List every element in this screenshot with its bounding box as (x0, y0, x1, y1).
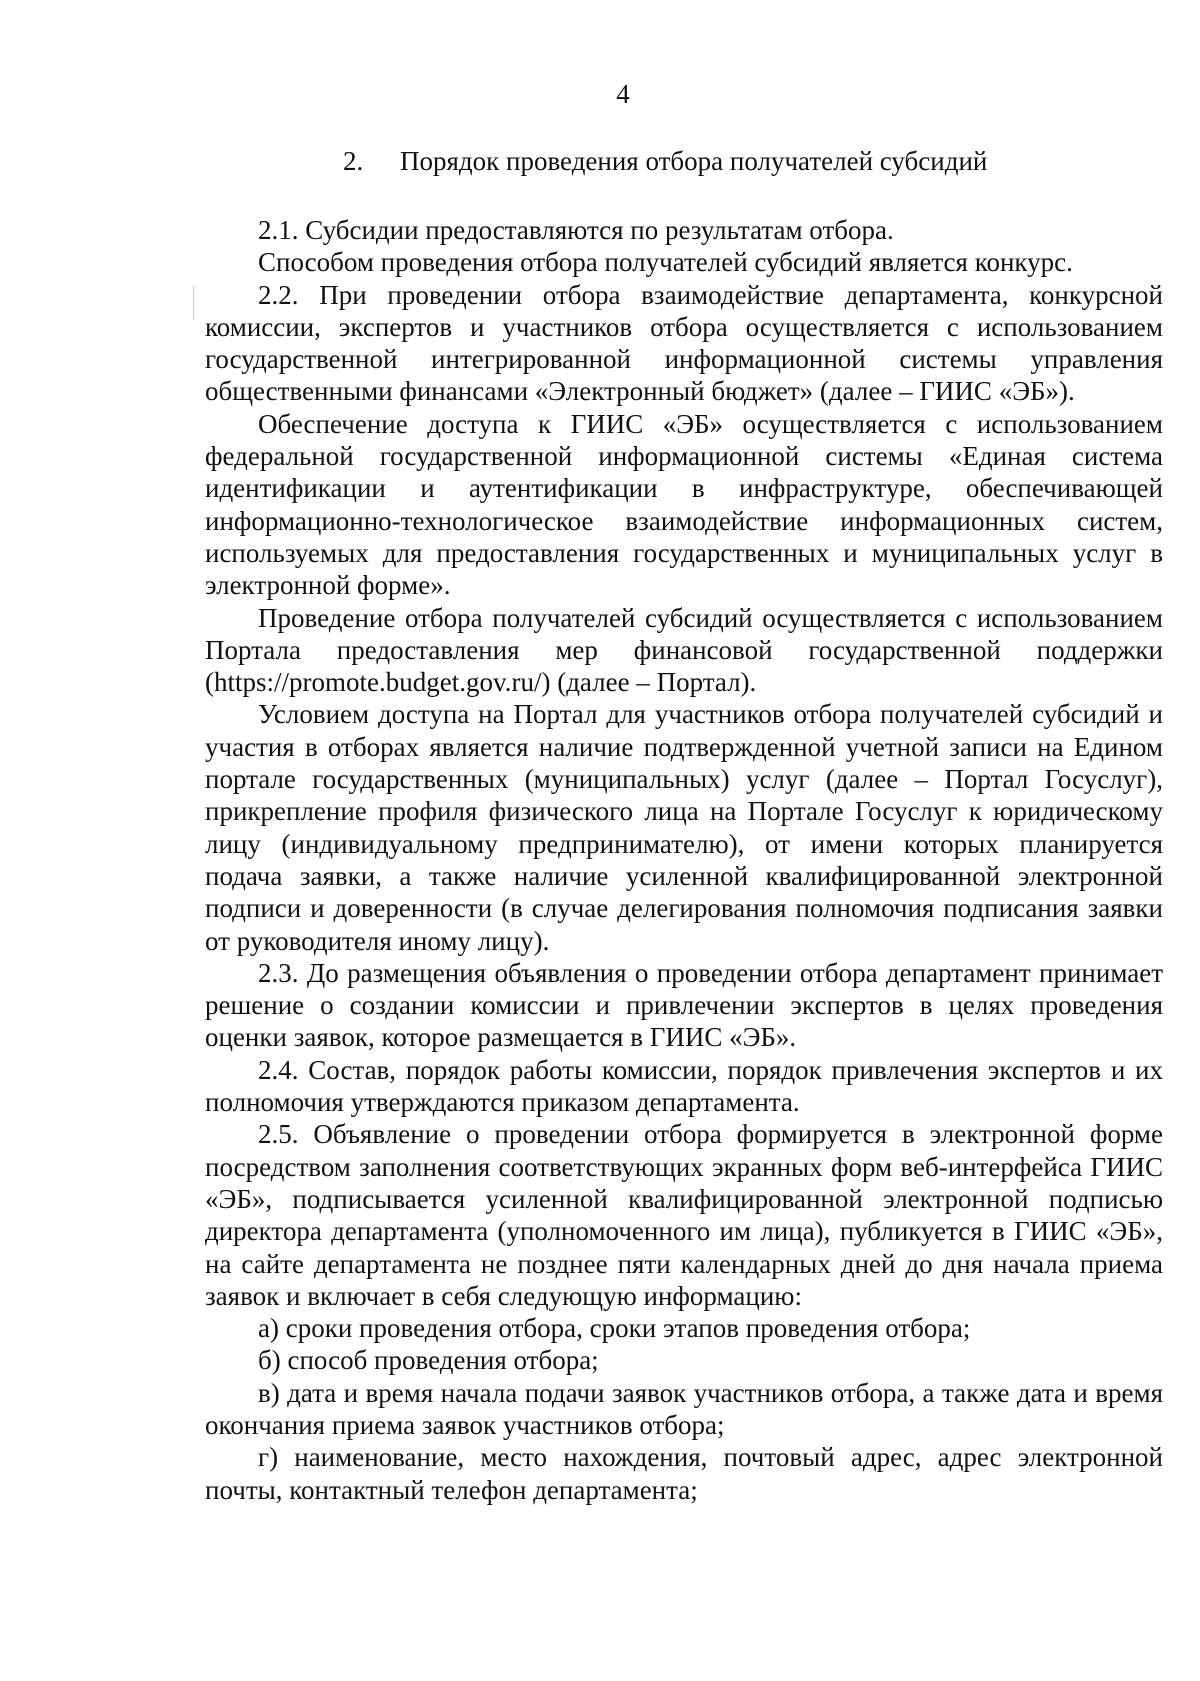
paragraph-method: Способом проведения отбора получателей субсидий является конкурс. (258, 247, 1073, 278)
list-item-b: б) способ проведения отбора; (258, 1345, 599, 1376)
document-body (205, 214, 1163, 1506)
section-heading (343, 145, 987, 177)
section-title: Порядок проведения отбора получателей субсидий (400, 146, 988, 176)
list-item-v: в) дата и время начала подачи заявок участников отбора, а также дата и время окончания приема заявок участников отбора; (205, 1377, 1163, 1440)
paragraph-portal-access: Условием доступа на Портал для участников отбора получателей субсидий и участия в отборах является наличие подтвержденной учетной записи на Едином портале государственных (муниципальных) услуг (далее – Портал Госуслуг), прикрепление профиля физического лица на Портале Госуслуг к юридическому лицу (индивидуальному предпринимателю), от имени которых планируется подача заявки, а также наличие усиленной квалифицированной электронной подписи и доверенности (в случае делегирования полномочия подписания заявки от руководителя иному лицу). (205, 699, 1163, 956)
list-item-g: г) наименование, место нахождения, почтовый адрес, адрес электронной почты, контактный телефон департамента; (205, 1442, 1163, 1505)
paragraph-2-5: 2.5. Объявление о проведении отбора формируется в электронной форме посредством заполнения соответствующих экранных форм веб-интерфейса ГИИС «ЭБ», подписывается усиленной квалифицированной электронной подписью директора департамента (уполномоченного им лица), публикуется в ГИИС «ЭБ», на сайте департамента не позднее пяти календарных дней до дня начала приема заявок и включает в себя следующую информацию: (205, 1119, 1163, 1311)
paragraph-2-1: 2.1. Субсидии предоставляются по результатам отбора. (258, 215, 894, 245)
paragraph-2-2: 2.2. При проведении отбора взаимодействие департамента, конкурсной комиссии, экспертов и участников отбора осуществляется с использованием государственной интегрированной информационной системы управления общественными финансами «Электронный бюджет» (далее – ГИИС «ЭБ»). (205, 279, 1163, 407)
paragraph-portal: Проведение отбора получателей субсидий осуществляется с использованием Портала предоставления мер финансовой государственной поддержки (https://promote.budget.gov.ru/) (далее – Портал). (205, 602, 1163, 698)
section-number: 2. (343, 146, 364, 176)
paragraph-2-4: 2.4. Состав, порядок работы комиссии, порядок привлечения экспертов и их полномочия утверждаются приказом департамента. (205, 1054, 1163, 1118)
page-number: 4 (616, 79, 630, 109)
scan-margin-mark (193, 286, 194, 320)
paragraph-access: Обеспечение доступа к ГИИС «ЭБ» осуществляется с использованием федеральной государственной информационной системы «Единая система идентификации и аутентификации в инфраструктуре, обеспечивающей информационно-технологическое взаимодействие информационных систем, используемых для предоставления государственных и муниципальных услуг в электронной форме». (205, 408, 1163, 601)
list-item-a: а) сроки проведения отбора, сроки этапов проведения отбора; (258, 1313, 971, 1344)
paragraph-2-3: 2.3. До размещения объявления о проведении отбора департамент принимает решение о создании комиссии и привлечении экспертов в целях проведения оценки заявок, которое размещается в ГИИС «ЭБ». (205, 957, 1163, 1053)
